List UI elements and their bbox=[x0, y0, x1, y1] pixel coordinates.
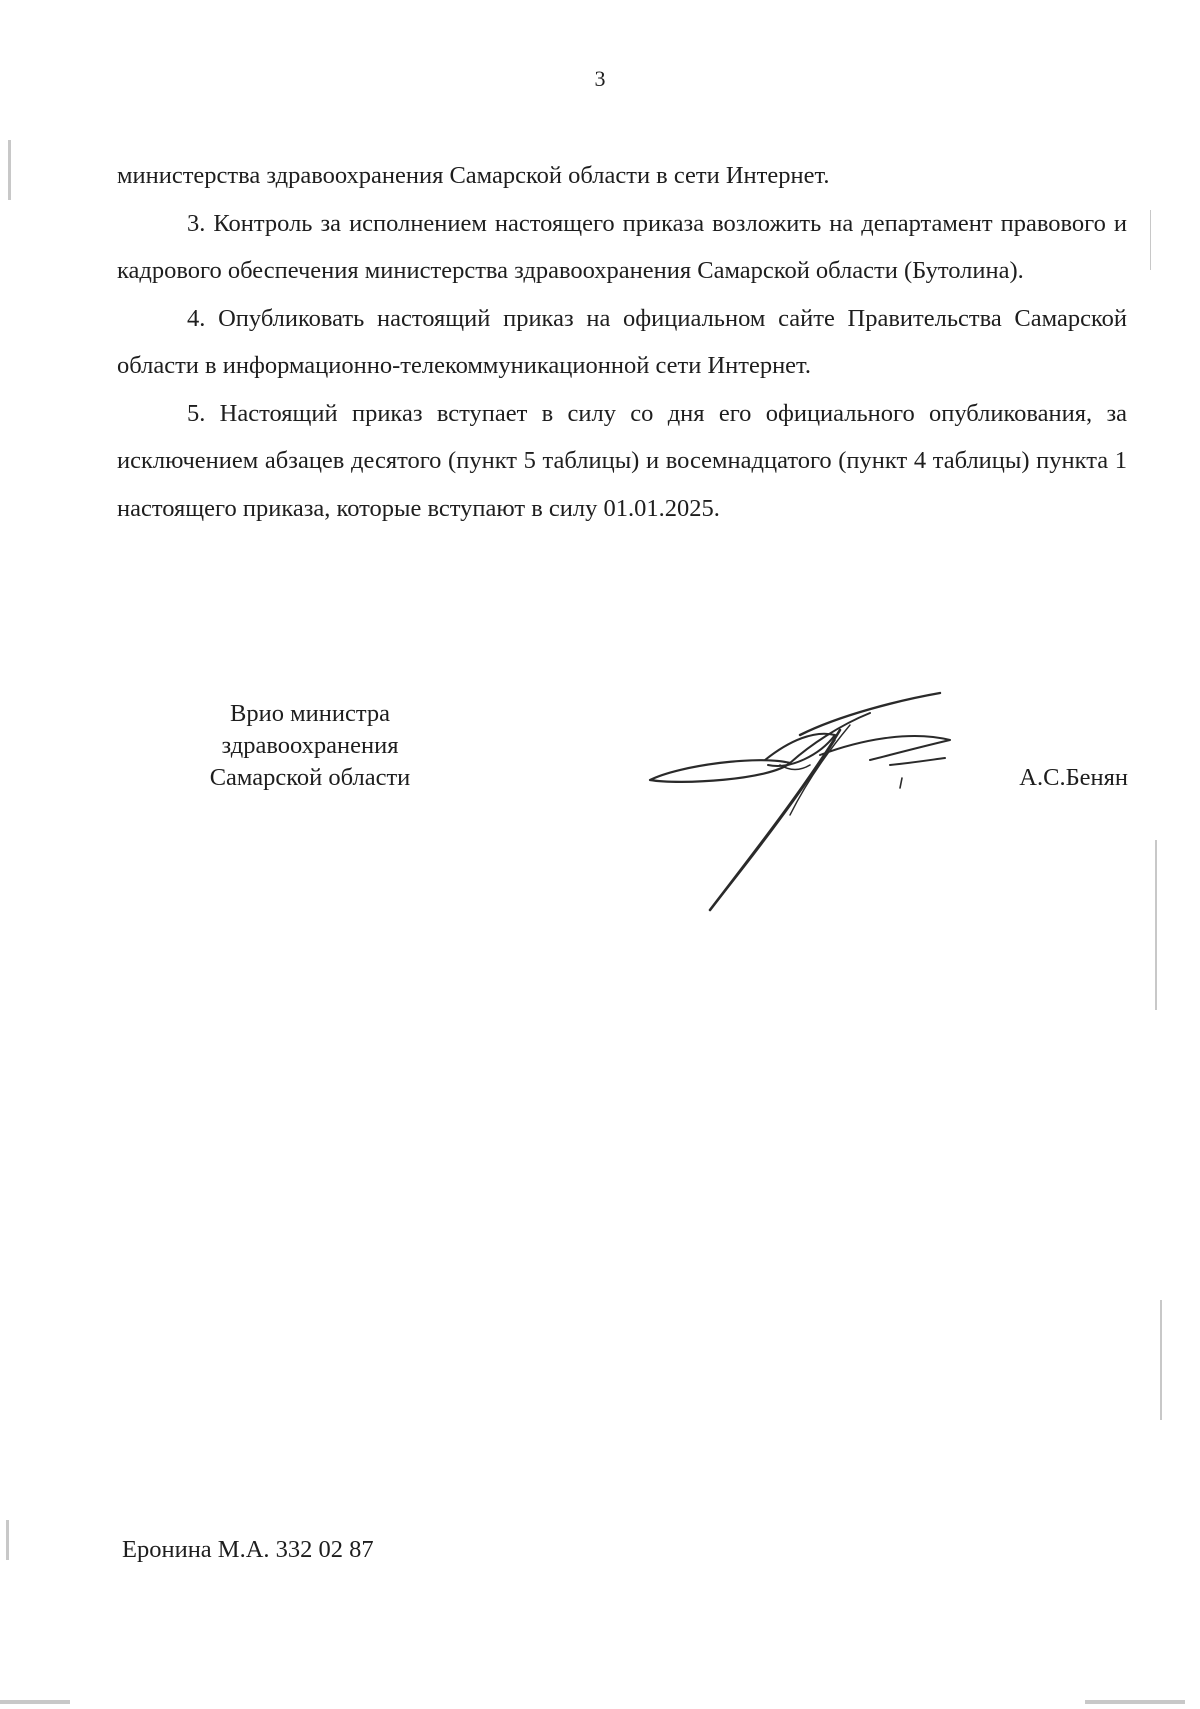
scan-edge-mark bbox=[1155, 840, 1157, 1010]
signer-name: А.С.Бенян bbox=[1019, 764, 1128, 791]
paragraph-item-3: 3. Контроль за исполнением настоящего приказа возложить на департамент правового и кадрового обеспечения министерства здравоохранения Самарской области (Бутолина). bbox=[117, 209, 1127, 284]
paragraph-item-4: 4. Опубликовать настоящий приказ на официальном сайте Правительства Самарской области в информационно-телекоммуникационной сети Интернет. bbox=[117, 304, 1127, 379]
scan-edge-mark bbox=[1150, 210, 1151, 270]
scan-edge-mark bbox=[0, 1700, 70, 1704]
paragraph-item-5: 5. Настоящий приказ вступает в силу со дня его официального опубликования, за исключением абзацев десятого (пункт 5 таблицы) и восемнадцатого (пункт 4 таблицы) пункта 1 настоящего приказа, которые вступают в силу 01.01.2025. bbox=[117, 399, 1127, 522]
signatory-title-line-3: Самарской области bbox=[209, 764, 411, 791]
signatory-title-line-2: здравоохранения bbox=[221, 732, 399, 759]
document-body bbox=[117, 152, 1127, 532]
scan-edge-mark bbox=[1085, 1700, 1185, 1704]
executor-contact: Еронина М.А. 332 02 87 bbox=[122, 1536, 374, 1563]
page-number: 3 bbox=[594, 66, 606, 91]
scan-edge-mark bbox=[1160, 1300, 1162, 1420]
handwritten-signature bbox=[640, 685, 980, 915]
paragraph-continuation: министерства здравоохранения Самарской области в сети Интернет. bbox=[117, 162, 830, 189]
scan-edge-mark bbox=[6, 1520, 9, 1560]
scan-edge-mark bbox=[8, 140, 11, 200]
signatory-title-line-1: Врио министра bbox=[230, 700, 390, 727]
signatory-title bbox=[160, 698, 460, 794]
